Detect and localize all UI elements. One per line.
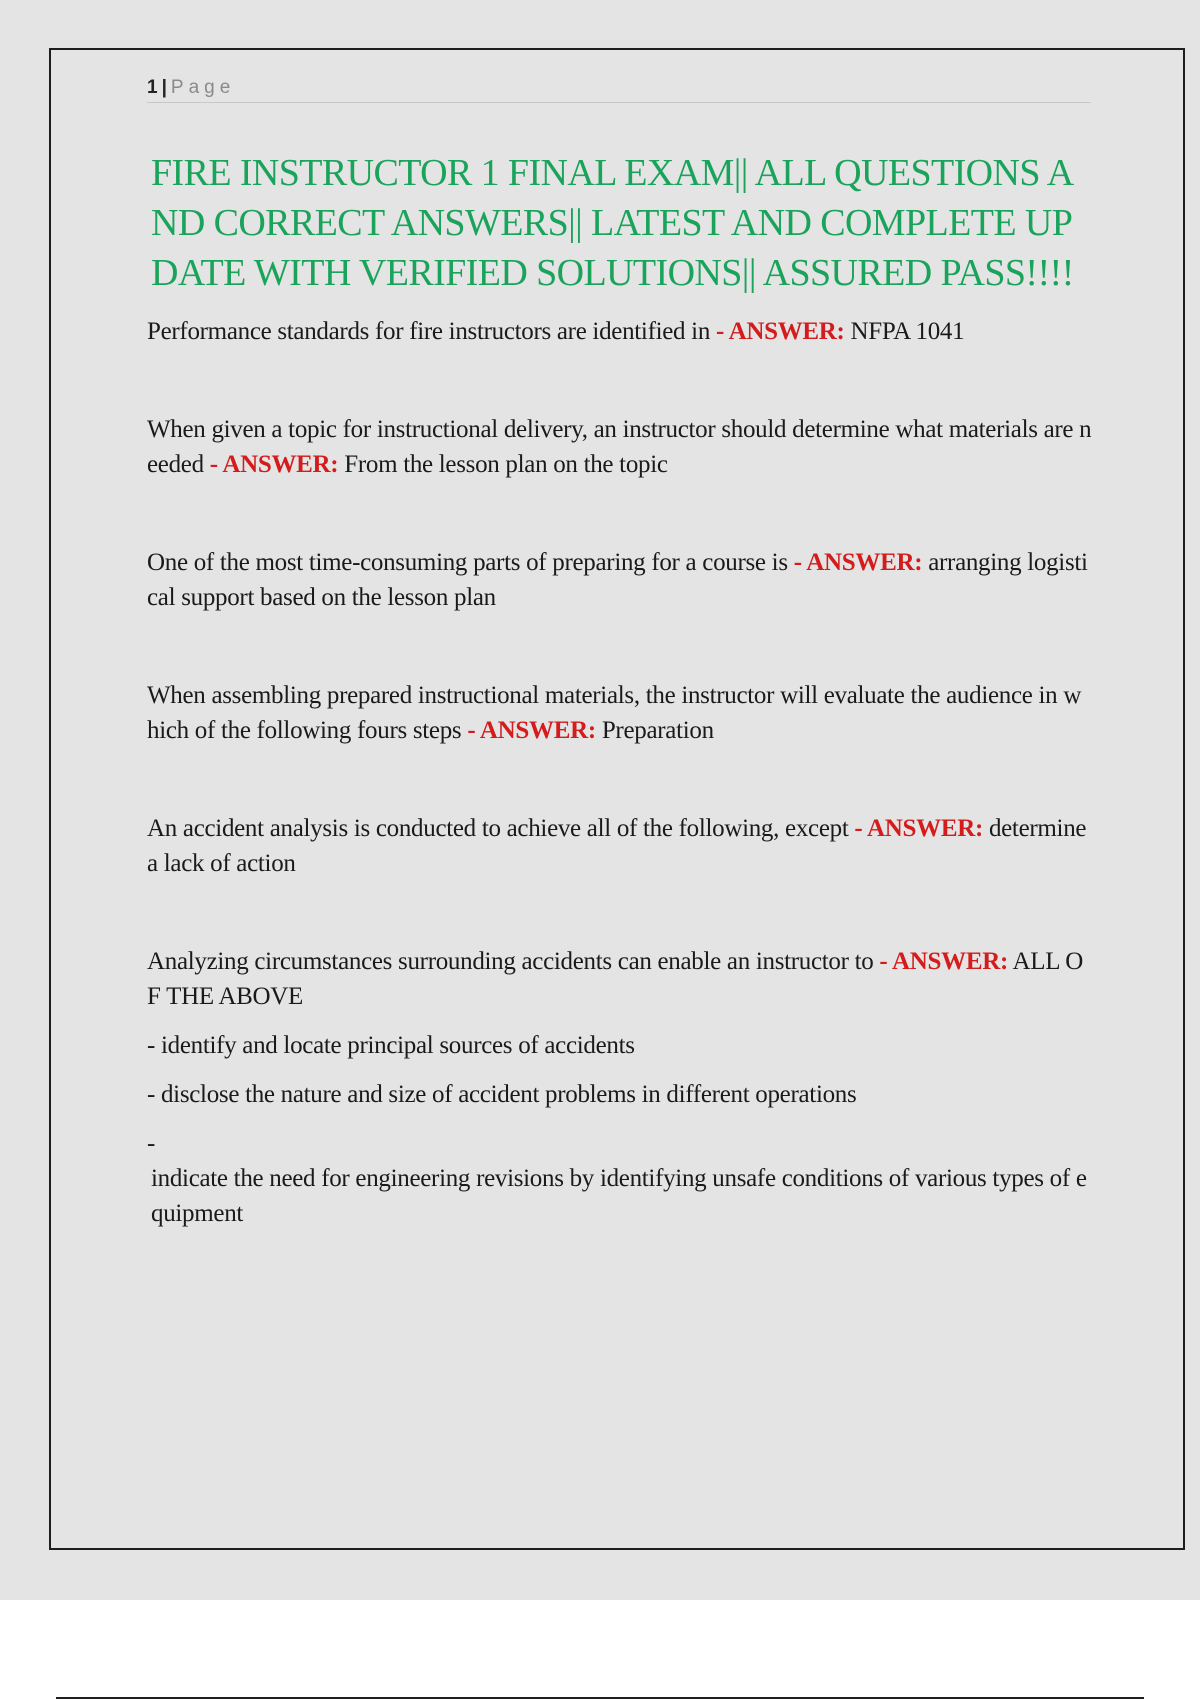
answer-text: From the lesson plan on the topic xyxy=(344,451,668,478)
answer-label: - ANSWER: xyxy=(879,948,1008,975)
page-label: Page xyxy=(170,77,236,98)
answer-label: - ANSWER: xyxy=(209,451,339,478)
answer-label: - ANSWER: xyxy=(793,549,923,576)
answer-bullet: - disclose the nature and size of accident problems in different operations xyxy=(147,1081,857,1108)
question-text: One of the most time-consuming parts of preparing for a course is xyxy=(147,549,788,576)
next-page-divider xyxy=(56,1697,1144,1699)
qa-item xyxy=(147,314,1093,349)
spacer xyxy=(147,615,1093,678)
spacer xyxy=(147,1014,1093,1028)
answer-text: Preparation xyxy=(601,717,714,744)
answer-text: NFPA 1041 xyxy=(850,318,965,345)
header-separator: | xyxy=(161,77,167,98)
page-header xyxy=(147,76,1091,103)
page-border xyxy=(49,48,1185,1550)
answer-label: - ANSWER: xyxy=(715,318,845,345)
question-text: When given a topic for instructional delivery, an instructor should determine what materials are needed xyxy=(147,416,1092,478)
answer-text: ALL OF THE ABOVE xyxy=(147,948,1084,1010)
answer-bullet: indicate the need for engineering revisions by identifying unsafe conditions of various types of equipment xyxy=(151,1165,1087,1227)
qa-item xyxy=(147,545,1093,615)
spacer xyxy=(147,1112,1093,1126)
bullet-dash: - xyxy=(147,1130,156,1157)
qa-item xyxy=(147,944,1093,1014)
spacer xyxy=(147,349,1093,412)
question-text: Analyzing circumstances surrounding accidents can enable an instructor to xyxy=(147,948,874,975)
qa-item xyxy=(147,678,1093,748)
question-text: An accident analysis is conducted to achieve all of the following, except xyxy=(147,815,849,842)
spacer xyxy=(147,748,1093,811)
answer-text: arranging logistical support based on the lesson plan xyxy=(147,549,1088,611)
document-content xyxy=(147,148,1093,1231)
question-text: Performance standards for fire instructors are identified in xyxy=(147,318,711,345)
answer-label: - ANSWER: xyxy=(467,717,596,744)
document-title: FIRE INSTRUCTOR 1 FINAL EXAM|| ALL QUESTIONS AND CORRECT ANSWERS|| LATEST AND COMPLETE UPDATE WITH VERIFIED SOLUTIONS|| ASSURED PASS!!!! xyxy=(151,152,1074,294)
answer-bullet: - identify and locate principal sources of accidents xyxy=(147,1032,635,1059)
answer-text: determine a lack of action xyxy=(147,815,1087,877)
question-text: When assembling prepared instructional materials, the instructor will evaluate the audience in which of the following fours steps xyxy=(147,682,1082,744)
spacer xyxy=(147,1063,1093,1077)
spacer xyxy=(147,482,1093,545)
page-number: 1 xyxy=(147,77,158,98)
answer-label: - ANSWER: xyxy=(854,815,983,842)
qa-item xyxy=(147,811,1093,881)
spacer xyxy=(147,881,1093,944)
qa-item xyxy=(147,412,1093,482)
